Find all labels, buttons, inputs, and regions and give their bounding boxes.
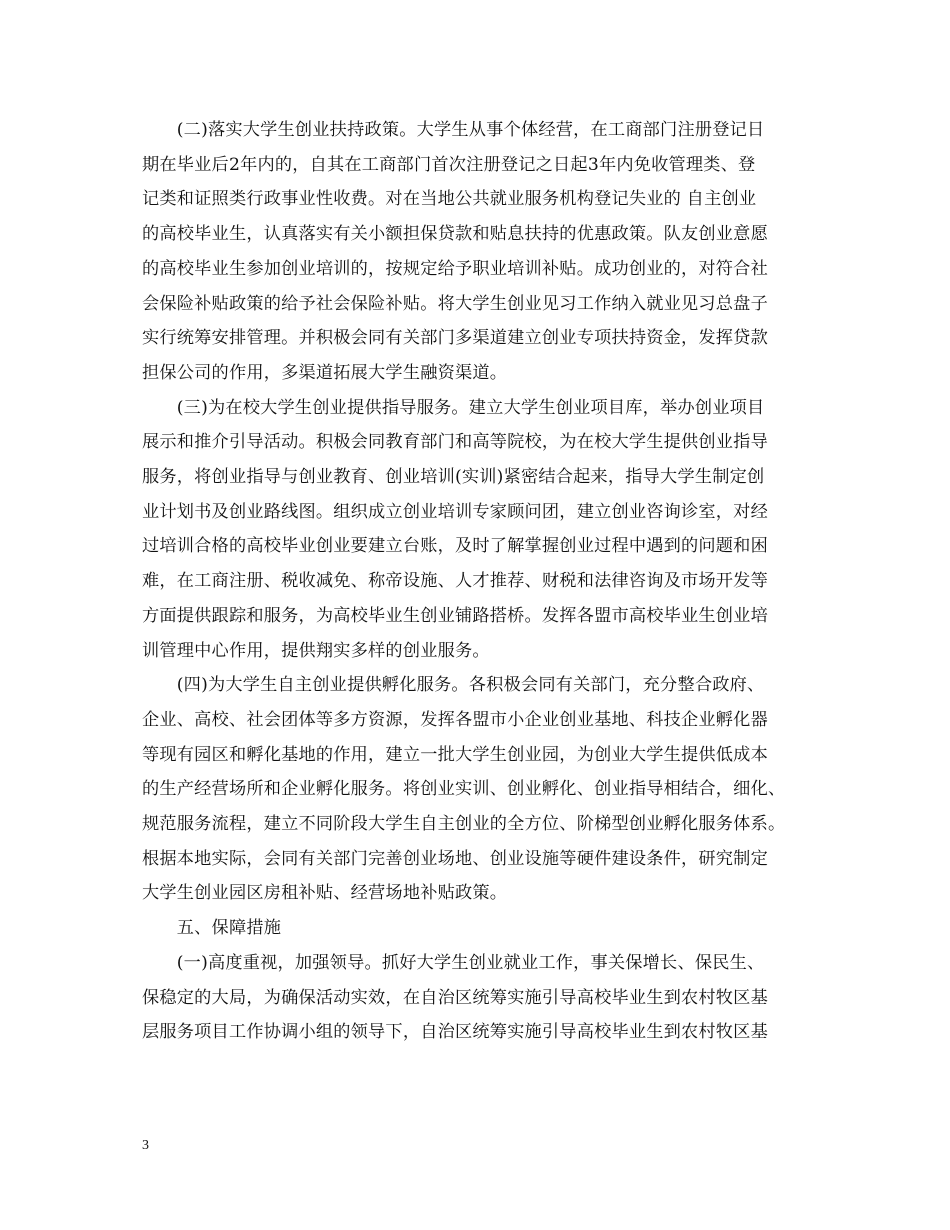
paragraph-leadership: (一)高度重视，加强领导。抓好大学生创业就业工作，事关保增长、保民生、 保稳定的大局，为确保活动实效，在自治区统筹实施引导高校毕业生到农村牧区基 层服务项目工作协调小组的领导下，自治区统筹实施引导高校毕业生到农村牧区基 (142, 952, 768, 1043)
page-number: 3 (142, 1138, 149, 1153)
paragraph-support-policy: (二)落实大学生创业扶持政策。大学生从事个体经营，在工商部门注册登记日 期在毕业后2年内的，自其在工商部门首次注册登记之日起3年内免收管理类、登 记类和证照类行政事业性收费。对在当地公共就业服务机构登记失业的 自主创业 的高校毕业生，认真落实有关小额担保贷款和贴息扶持的优惠政策。队友创业意愿 的高校毕业生参加创业培训的，按规定给予职业培训补贴。成功创业的，对符合社 会保险补贴政策的给予社会保险补贴。将大学生创业见习工作纳入就业见习总盘子 实行统筹安排管理。并积极会同有关部门多渠道建立创业专项扶持资金，发挥贷款 担保公司的作用，多渠道拓展大学生融资渠道。 (142, 120, 768, 383)
section-heading-safeguards: 五、保障措施 (142, 918, 282, 939)
paragraph-guidance-service: (三)为在校大学生创业提供指导服务。建立大学生创业项目库，举办创业项目 展示和推介引导活动。积极会同教育部门和高等院校，为在校大学生提供创业指导 服务，将创业指导与创业教育、创业培训(实训)紧密结合起来，指导大学生制定创 业计划书及创业路线图。组织成立创业培训专家顾问团，建立创业咨询诊室，对经 过培训合格的高校毕业创业要建立台账，及时了解掌握创业过程中遇到的问题和困 难，在工商注册、税收减免、称帝设施、人才推荐、财税和法律咨询及市场开发等 方面提供跟踪和服务，为高校毕业生创业铺路搭桥。发挥各盟市高校毕业生创业培 训管理中心作用，提供翔实多样的创业服务。 (142, 397, 768, 661)
document-body (142, 113, 814, 1050)
paragraph-incubation-service: (四)为大学生自主创业提供孵化服务。各积极会同有关部门，充分整合政府、 企业、高校、社会团体等多方资源，发挥各盟市小企业创业基地、科技企业孵化器 等现有园区和孵化基地的作用，建立一批大学生创业园，为创业大学生提供低成本 的生产经营场所和企业孵化服务。将创业实训、创业孵化、创业指导相结合，细化、 规范服务流程，建立不同阶段大学生自主创业的全方位、阶梯型创业孵化服务体系。 根据本地实际，会同有关部门完善创业场地、创业设施等硬件建设条件，研究制定 大学生创业园区房租补贴、经营场地补贴政策。 (142, 675, 786, 904)
